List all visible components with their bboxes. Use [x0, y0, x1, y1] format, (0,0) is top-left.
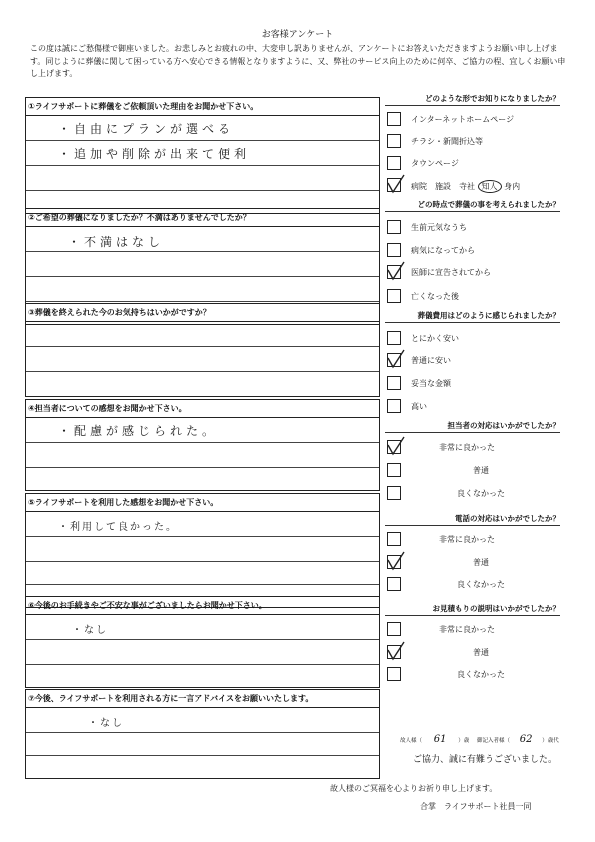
thanks-text: ご協力、誠に有難うございました。 — [413, 755, 558, 765]
prayer-text: 故人様のご冥福を心よりお祈り申し上げます。 — [330, 784, 498, 793]
checkbox[interactable] — [387, 577, 401, 591]
question-7-box — [25, 689, 380, 779]
option-flyer[interactable]: チラシ・新聞折込等 — [387, 134, 567, 149]
checkmark-icon — [386, 640, 406, 662]
writer-age[interactable]: 62 — [519, 734, 533, 745]
option-reasonable[interactable]: 妥当な金額 — [387, 376, 567, 391]
option-phone-not-good[interactable]: 良くなかった — [387, 577, 567, 592]
option-staff-normal[interactable]: 普通 — [387, 463, 567, 478]
question-1-box — [25, 97, 380, 214]
checkmark-icon — [386, 173, 406, 195]
checkbox[interactable] — [387, 243, 401, 257]
section-2-heading: どの時点で葬儀の事を考えられましたか？ — [385, 199, 560, 212]
checkbox[interactable] — [387, 220, 401, 234]
answer-2-line-1: ・不満はなし — [68, 235, 165, 249]
question-5-label: ⑤ライフサポートを利用した感想をお聞かせ下さい。 — [26, 494, 379, 512]
option-phone-very-good[interactable]: 非常に良かった — [387, 532, 567, 547]
signoff-text: 合掌 ライフサポート社員一同 — [420, 802, 532, 811]
checkbox[interactable] — [387, 178, 401, 192]
answer-1-line-2: ・追加や削除が出来て便利 — [58, 147, 251, 161]
form-title: お客様アンケート — [261, 30, 334, 40]
option-townpage[interactable]: タウンページ — [387, 156, 567, 171]
checkbox[interactable] — [387, 156, 401, 170]
section-1-heading: どのような形でお知りになりましたか？ — [385, 93, 560, 106]
checkmark-icon — [386, 260, 406, 282]
option-hospital[interactable]: 病院 施設 寺社 知人 身内 — [387, 178, 567, 193]
deceased-age[interactable]: 61 — [433, 734, 447, 745]
age-line: 故人様（ 61 ）歳 御記入者様（ 62 ）歳代 — [400, 734, 559, 745]
answer-4-line-1: ・配慮が感じられた。 — [58, 424, 219, 438]
option-internet[interactable]: インターネットホームページ — [387, 112, 567, 127]
option-phone-normal[interactable]: 普通 — [387, 555, 567, 570]
checkbox[interactable] — [387, 532, 401, 546]
question-3-label: ③葬儀を終えられた今のお気持ちはいかがですか？ — [26, 304, 379, 322]
answer-6-line-1: ・なし — [72, 625, 108, 636]
option-diagnosed[interactable]: 医師に宣告されてから — [387, 265, 567, 280]
option-alive[interactable]: 生前元気なうち — [387, 220, 567, 235]
question-2-label: ②ご希望の葬儀になりましたか？不満はありませんでしたか？ — [26, 209, 379, 227]
section-3-heading: 葬儀費用はどのように感じられましたか？ — [385, 310, 560, 323]
checkmark-icon — [386, 435, 406, 457]
answer-1-line-1: ・自由にプランが選べる — [58, 122, 235, 136]
checkbox[interactable] — [387, 331, 401, 345]
checkbox[interactable] — [387, 399, 401, 413]
option-estimate-normal[interactable]: 普通 — [387, 645, 567, 660]
checkmark-icon — [386, 348, 406, 370]
question-4-label: ④担当者についての感想をお聞かせ下さい。 — [26, 400, 379, 418]
intro-text: この度は誠にご愁傷様で御座いました。お悲しみとお疲れの中、大変申し訳ありませんが、アンケートにお答えいただきますようお願い申し上げます。同じように葬儀に関して困っている方へ安心できる情報となりますように、又、弊社のサービス向上のために何卒、ご協力の程、宜しくお願い申し上げます。 — [30, 44, 566, 78]
option-staff-very-good[interactable]: 非常に良かった — [387, 440, 567, 455]
checkbox[interactable] — [387, 112, 401, 126]
question-6-box — [25, 596, 380, 688]
option-after-death[interactable]: 亡くなった後 — [387, 289, 567, 304]
checkbox[interactable] — [387, 555, 401, 569]
option-expensive[interactable]: 高い — [387, 399, 567, 414]
option-staff-not-good[interactable]: 良くなかった — [387, 486, 567, 501]
option-estimate-not-good[interactable]: 良くなかった — [387, 667, 567, 682]
answer-7-line-1: ・なし — [88, 718, 124, 729]
question-7-label: ⑦今後、ライフサポートを利用される方に一言アドバイスをお願いいたします。 — [26, 690, 379, 708]
section-5-heading: 電話の対応はいかがでしたか？ — [385, 513, 560, 526]
section-4-heading: 担当者の対応はいかがでしたか？ — [385, 420, 560, 433]
checkbox[interactable] — [387, 353, 401, 367]
checkbox[interactable] — [387, 134, 401, 148]
option-fairly-cheap[interactable]: 普通に安い — [387, 353, 567, 368]
checkbox[interactable] — [387, 622, 401, 636]
checkmark-icon — [386, 550, 406, 572]
checkbox[interactable] — [387, 486, 401, 500]
question-6-label: ⑥今後のお手続きやご不安な事がございましたらお聞かせ下さい。 — [26, 597, 379, 615]
question-3-box — [25, 303, 380, 397]
checkbox[interactable] — [387, 667, 401, 681]
checkbox[interactable] — [387, 440, 401, 454]
checkbox[interactable] — [387, 289, 401, 303]
checkbox[interactable] — [387, 376, 401, 390]
question-4-box — [25, 399, 380, 491]
option-cheap[interactable]: とにかく安い — [387, 331, 567, 346]
option-illness[interactable]: 病気になってから — [387, 243, 567, 258]
checkbox[interactable] — [387, 645, 401, 659]
checkbox[interactable] — [387, 265, 401, 279]
circled-acquaintance: 知人 — [478, 180, 502, 193]
question-5-box — [25, 493, 380, 608]
checkbox[interactable] — [387, 463, 401, 477]
answer-5-line-1: ・利用して良かった。 — [58, 522, 178, 533]
question-1-label: ①ライフサポートに葬儀をご依頼頂いた理由をお聞かせ下さい。 — [26, 98, 379, 116]
option-estimate-very-good[interactable]: 非常に良かった — [387, 622, 567, 637]
section-6-heading: お見積もりの説明はいかがでしたか？ — [385, 603, 560, 616]
